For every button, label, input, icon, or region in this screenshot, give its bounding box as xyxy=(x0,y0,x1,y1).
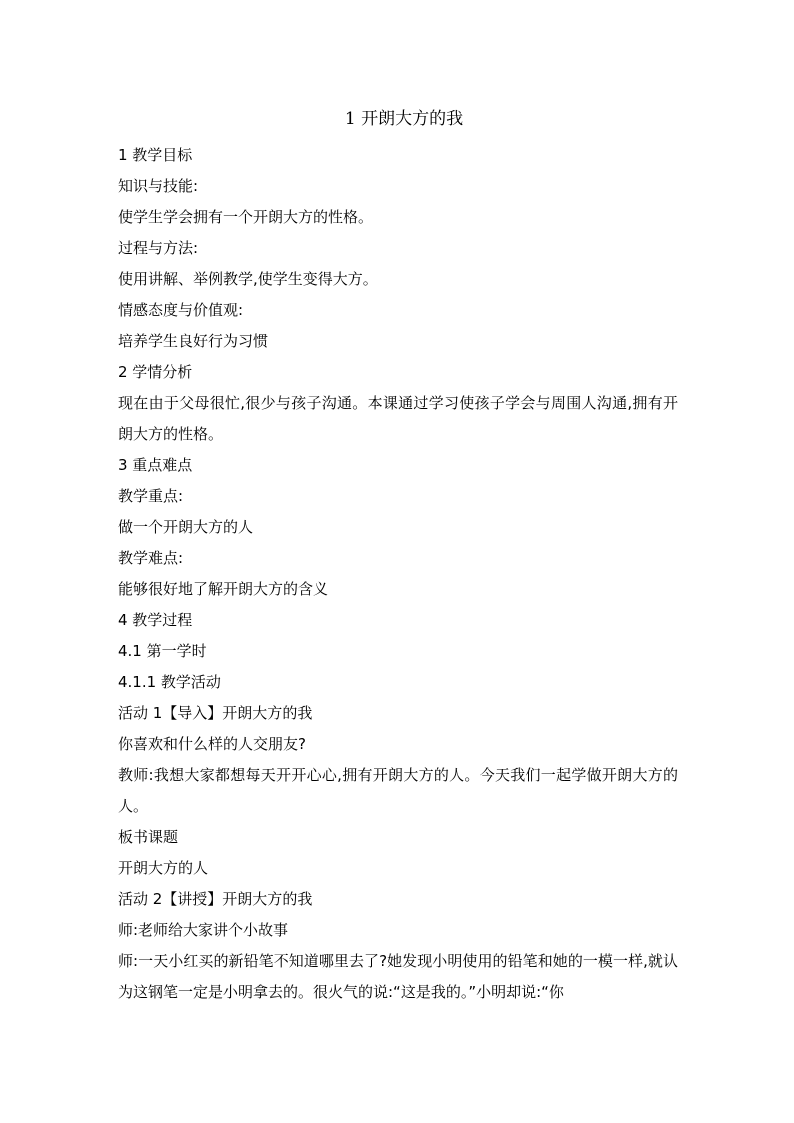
paragraph: 现在由于父母很忙,很少与孩子沟通。本课通过学习使孩子学会与周围人沟通,拥有开朗大方的性格。 xyxy=(118,394,678,443)
paragraph: 培养学生良好行为习惯 xyxy=(118,332,269,350)
document-title: 1 开朗大方的我 xyxy=(344,109,464,129)
subheading-difficulty: 教学难点: xyxy=(118,549,184,567)
activity-2-heading: 活动 2【讲授】开朗大方的我 xyxy=(118,890,313,908)
paragraph: 教师:我想大家都想每天开开心心,拥有开朗大方的人。今天我们一起学做开朗大方的人。 xyxy=(118,766,678,815)
document-page xyxy=(118,104,678,1008)
subheading-process-method: 过程与方法: xyxy=(118,239,199,257)
subheading-emotion-values: 情感态度与价值观: xyxy=(118,301,244,319)
subheading-key-point: 教学重点: xyxy=(118,487,184,505)
paragraph: 板书课题 xyxy=(118,828,179,846)
paragraph: 做一个开朗大方的人 xyxy=(118,518,254,536)
heading-teaching-activities: 4.1.1 教学活动 xyxy=(118,673,221,691)
paragraph: 能够很好地了解开朗大方的含义 xyxy=(118,580,329,598)
activity-1-heading: 活动 1【导入】开朗大方的我 xyxy=(118,704,313,722)
heading-key-points: 3 重点难点 xyxy=(118,456,193,474)
heading-teaching-process: 4 教学过程 xyxy=(118,611,193,629)
paragraph: 师:一天小红买的新铅笔不知道哪里去了?她发现小明使用的铅笔和她的一模一样,就认为这钢笔一定是小明拿去的。很火气的说:“这是我的。”小明却说:“你 xyxy=(118,952,678,1001)
paragraph: 使用讲解、举例教学,使学生变得大方。 xyxy=(118,270,378,288)
paragraph: 开朗大方的人 xyxy=(118,859,209,877)
paragraph: 使学生学会拥有一个开朗大方的性格。 xyxy=(118,208,374,226)
paragraph: 你喜欢和什么样的人交朋友? xyxy=(118,735,306,753)
heading-student-analysis: 2 学情分析 xyxy=(118,363,193,381)
heading-teaching-goals: 1 教学目标 xyxy=(118,146,193,164)
heading-first-period: 4.1 第一学时 xyxy=(118,642,207,660)
subheading-knowledge-skills: 知识与技能: xyxy=(118,177,199,195)
paragraph: 师:老师给大家讲个小故事 xyxy=(118,921,289,939)
